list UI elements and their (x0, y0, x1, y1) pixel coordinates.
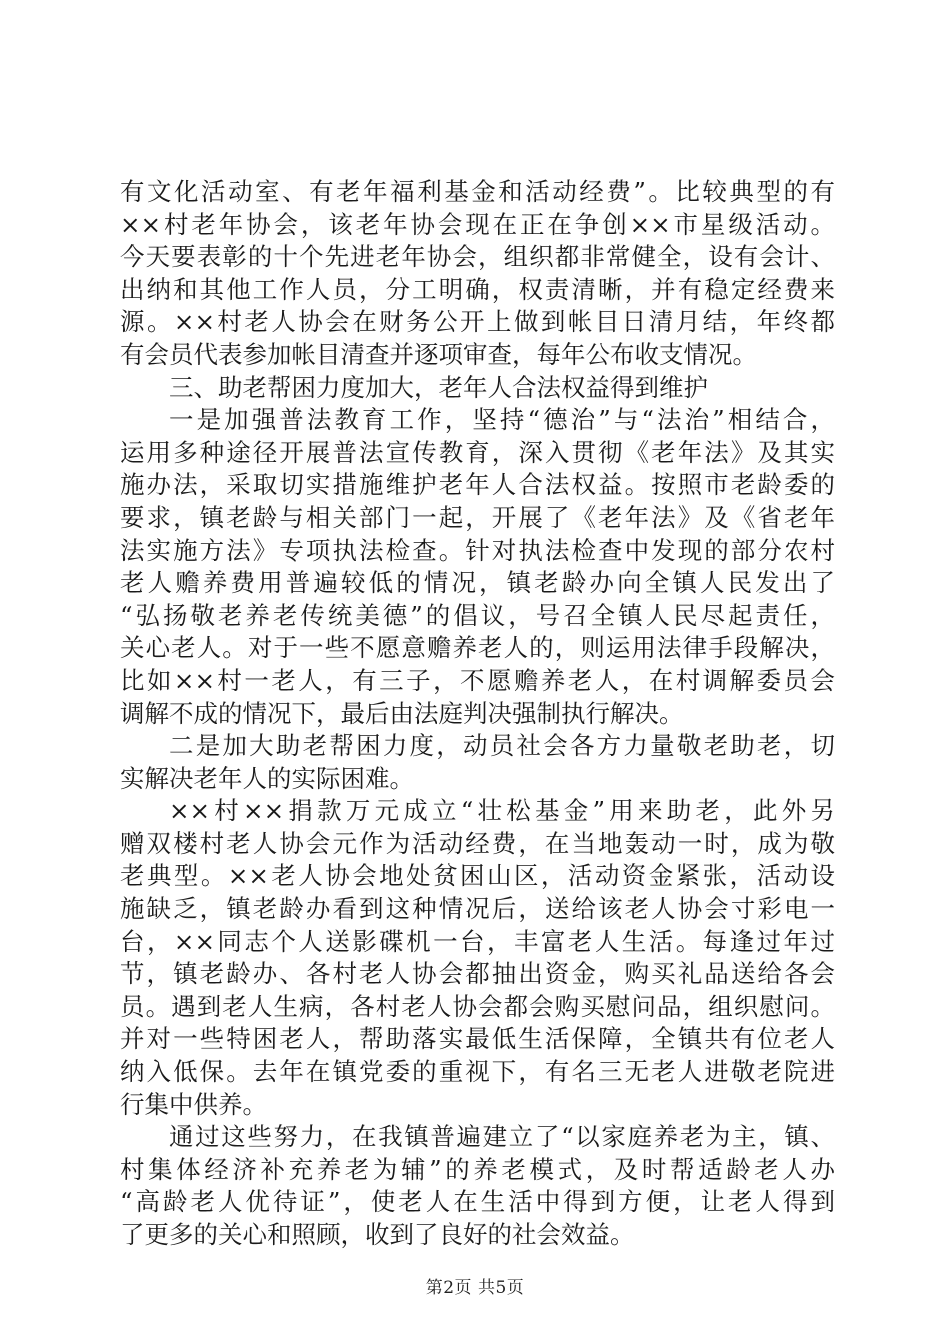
text-line: 行集中供养。 (120, 1089, 267, 1119)
text-line: 老人赡养费用普遍较低的情况，镇老龄办向全镇人民发出了 (120, 568, 835, 598)
text-line: 运用多种途径开展普法宣传教育，深入贯彻《老年法》及其实 (120, 437, 835, 467)
text-line: 比如××村一老人，有三子，不愿赡养老人，在村调解委员会 (120, 665, 835, 695)
text-line: 源。××村老人协会在财务公开上做到帐目日清月结，年终都 (120, 307, 835, 337)
text-line: ××村××捐款万元成立“壮松基金”用来助老，此外另 (169, 796, 835, 826)
text-line: “弘扬敬老养老传统美德”的倡议，号召全镇人民尽起责任， (120, 600, 835, 630)
text-line: 纳入低保。去年在镇党委的重视下，有名三无老人进敬老院进 (120, 1057, 835, 1087)
text-line: 调解不成的情况下，最后由法庭判决强制执行解决。 (120, 698, 684, 728)
text-line: 员。遇到老人生病，各村老人协会都会购买慰问品，组织慰问。 (120, 991, 835, 1021)
text-line: “高龄老人优待证”，使老人在生活中得到方便，让老人得到 (120, 1187, 835, 1217)
text-line: 有文化活动室、有老年福利基金和活动经费”。比较典型的有 (120, 177, 835, 206)
text-line: 关心老人。对于一些不愿意赡养老人的，则运用法律手段解决， (120, 633, 835, 663)
text-line: 要求，镇老龄与相关部门一起，开展了《老年法》及《省老年 (120, 502, 835, 532)
text-line: 今天要表彰的十个先进老年协会，组织都非常健全，设有会计、 (120, 242, 835, 272)
text-line: 一是加强普法教育工作，坚持“德治”与“法治”相结合， (169, 405, 835, 435)
text-line: ××村老年协会，该老年协会现在正在争创××市星级活动。 (120, 209, 835, 239)
text-line: 赠双楼村老人协会元作为活动经费，在当地轰动一时，成为敬 (120, 828, 835, 858)
text-line: 施缺乏，镇老龄办看到这种情况后，送给该老人协会寸彩电一 (120, 894, 835, 924)
text-line: 老典型。××老人协会地处贫困山区，活动资金紧张，活动设 (120, 861, 835, 891)
text-line: 村集体经济补充养老为辅”的养老模式，及时帮适龄老人办 (120, 1154, 835, 1184)
text-line: 台，××同志个人送影碟机一台，丰富老人生活。每逢过年过 (120, 926, 835, 956)
page-number-footer: 第2页 共5页 (425, 1278, 525, 1298)
text-line: 并对一些特困老人，帮助落实最低生活保障，全镇共有位老人 (120, 1024, 835, 1054)
text-line: 出纳和其他工作人员，分工明确，权责清晰，并有稳定经费来 (120, 274, 835, 304)
text-line: 二是加大助老帮困力度，动员社会各方力量敬老助老，切 (169, 731, 835, 761)
text-line: 有会员代表参加帐目清查并逐项审查，每年公布收支情况。 (120, 339, 757, 369)
document-body (120, 176, 835, 1252)
text-line: 施办法，采取切实措施维护老年人合法权益。按照市老龄委的 (120, 470, 835, 500)
text-line: 节，镇老龄办、各村老人协会都抽出资金，购买礼品送给各会 (120, 959, 835, 989)
text-line: 实解决老年人的实际困难。 (120, 763, 414, 793)
text-line: 法实施方法》专项执法检查。针对执法检查中发现的部分农村 (120, 535, 835, 565)
section-heading: 三、助老帮困力度加大，老年人合法权益得到维护 (169, 372, 708, 402)
text-line: 了更多的关心和照顾，收到了良好的社会效益。 (120, 1220, 635, 1249)
text-line: 通过这些努力，在我镇普遍建立了“以家庭养老为主，镇、 (169, 1122, 835, 1152)
